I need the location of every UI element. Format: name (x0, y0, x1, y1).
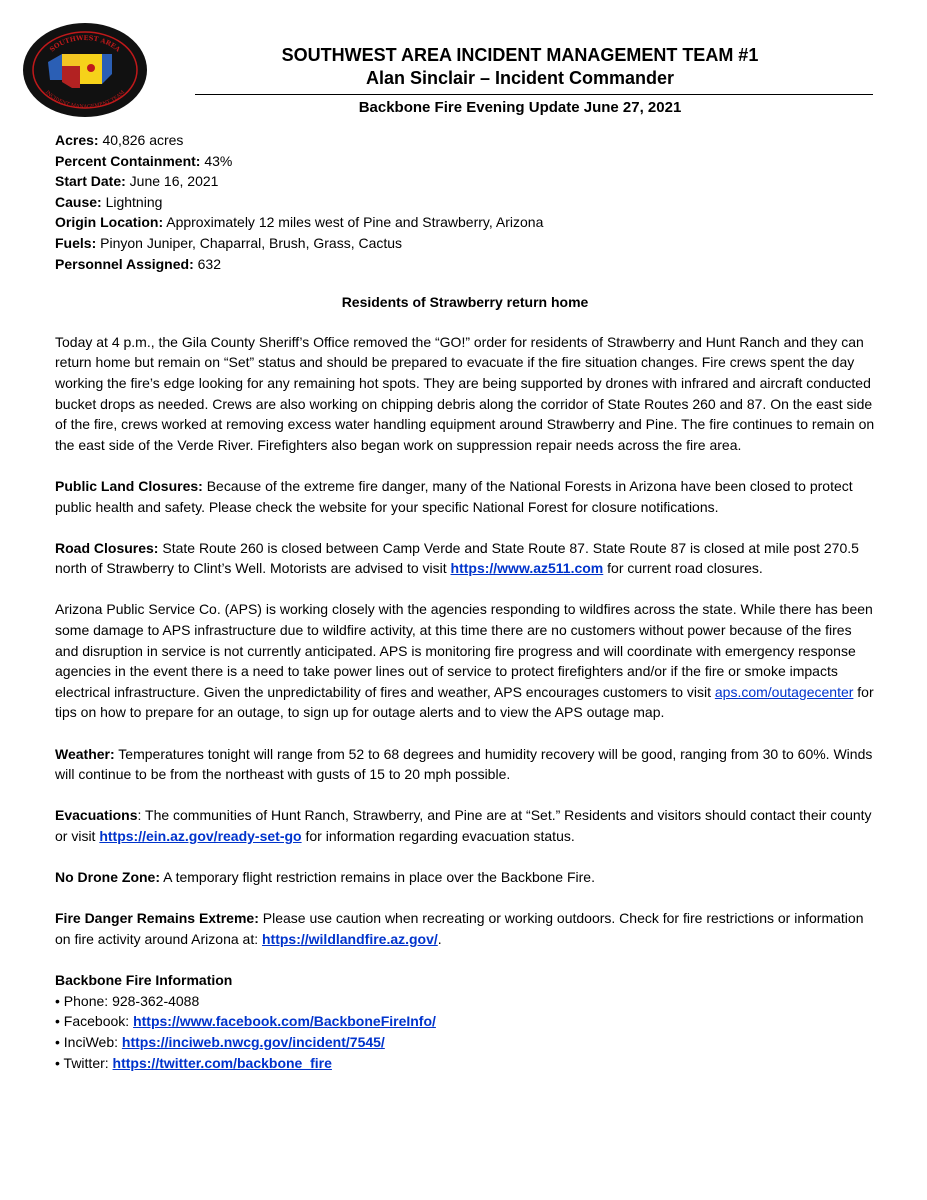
info-twitter: • Twitter: https://twitter.com/backbone_fire (55, 1054, 332, 1071)
fact-acres: Acres: 40,826 acres (55, 132, 184, 148)
swimt-seal-icon (22, 22, 148, 118)
evacuations-paragraph: Evacuations: The communities of Hunt Ranch, Strawberry, and Pine are at “Set.” Residents and visitors should contact their county or visit https://ein.az.gov/ready-set-go for information regarding evacuation status. (55, 807, 872, 844)
no-drone-paragraph: No Drone Zone: A temporary flight restriction remains in place over the Backbone Fire. (55, 869, 595, 886)
update-title: Backbone Fire Evening Update June 27, 2021 (358, 99, 682, 116)
twitter-link[interactable]: https://twitter.com/backbone_fire (112, 1054, 332, 1071)
section-title: Residents of Strawberry return home (341, 294, 589, 311)
intro-paragraph: Today at 4 p.m., the Gila County Sheriff’s Office removed the “GO!” order for residents of Strawberry and Hunt Ranch and they can return home but remain on “Set” status and should be prepared to evacuate if the fire situation changes. Fire crews spent the day working the fire’s edge looking for any remaining hot spots. They are being supported by drones with infrared and aircraft conducted bucket drops as needed. Crews are also working on chipping debris along the corridor of State Routes 260 and 87. On the east side of the fire, crews worked at removing excess water handling equipment around Strawberry and Pine. The fire continues to remain on the east side of the Verde River. Firefighters also began work on suppression repair needs across the fire area. (55, 333, 875, 453)
info-list (55, 991, 875, 1073)
wildlandfire-link[interactable]: https://wildlandfire.az.gov/ (262, 930, 438, 947)
ready-set-go-link[interactable]: https://ein.az.gov/ready-set-go (99, 828, 302, 844)
inciweb-link[interactable]: https://inciweb.nwcg.gov/incident/7545/ (121, 1033, 385, 1050)
fact-start-date: Start Date: June 16, 2021 (55, 173, 219, 190)
org-title: SOUTHWEST AREA INCIDENT MANAGEMENT TEAM #1 (281, 45, 759, 65)
fact-containment: Percent Containment: 43% (55, 152, 233, 169)
weather-paragraph: Weather: Temperatures tonight will range from 52 to 68 degrees and humidity recovery will be good, ranging from 30 to 60%. Winds will continue to be from the northeast with gusts of 15 to 20 mph possible. (55, 745, 873, 783)
aps-outage-link[interactable]: aps.com/outagecenter (714, 683, 854, 700)
fire-facts (55, 130, 875, 274)
fire-danger-paragraph: Fire Danger Remains Extreme: Please use caution when recreating or working outdoors. Check for fire restrictions or information on fire activity around Arizona at: https://wildlandfire.az.gov/. (55, 910, 864, 947)
aps-paragraph: Arizona Public Service Co. (APS) is working closely with the agencies responding to wildfires across the state. While there has been some damage to APS infrastructure due to wildfire activity, at this time there are no customers without power because of the fires and disruption in service is not currently anticipated. APS is monitoring fire progress and will coordinate with emergency response agencies in the event there is a need to take power lines out of service to protect firefighters and/or if the fire or smoke impacts electrical infrastructure. Given the unpredictability of fires and weather, APS encourages customers to visit aps.com/outagecenter for tips on how to prepare for an outage, to sign up for outage alerts and to view the APS outage map. (55, 601, 874, 721)
road-closures-paragraph: Road Closures: State Route 260 is closed between Camp Verde and State Route 87. State Route 87 is closed at mile post 270.5 north of Strawberry to Clint’s Well. Motorists are advised to visit https://www.az511.com for current road closures. (55, 539, 859, 577)
info-title: Backbone Fire Information (55, 972, 233, 989)
document-body (55, 130, 875, 1073)
info-phone: • Phone: 928-362-4088 (55, 992, 200, 1009)
public-land-paragraph: Public Land Closures: Because of the extreme fire danger, many of the National Forests in Arizona have been closed to protect public health and safety. Please check the website for your specific National Forest for closure notifications. (55, 477, 853, 515)
svg-text:INCIDENT MANAGEMENT TEAM: INCIDENT MANAGEMENT TEAM (43, 89, 127, 111)
fact-fuels: Fuels: Pinyon Juniper, Chaparral, Brush, Grass, Cactus (55, 234, 403, 251)
fact-origin: Origin Location: Approximately 12 miles west of Pine and Strawberry, Arizona (55, 214, 544, 231)
header (160, 44, 880, 90)
header-rule (195, 94, 873, 95)
fact-cause: Cause: Lightning (55, 193, 163, 210)
svg-text:SOUTHWEST AREA: SOUTHWEST AREA (48, 33, 122, 54)
incident-commander: Alan Sinclair – Incident Commander (365, 68, 675, 88)
info-inciweb: • InciWeb: https://inciweb.nwcg.gov/incident/7545/ (55, 1033, 385, 1050)
fact-personnel: Personnel Assigned: 632 (55, 255, 221, 272)
facebook-link[interactable]: https://www.facebook.com/BackboneFireInfo/ (133, 1013, 436, 1030)
info-facebook: • Facebook: https://www.facebook.com/BackboneFireInfo/ (55, 1013, 436, 1030)
az511-link[interactable]: https://www.az511.com (450, 560, 604, 577)
